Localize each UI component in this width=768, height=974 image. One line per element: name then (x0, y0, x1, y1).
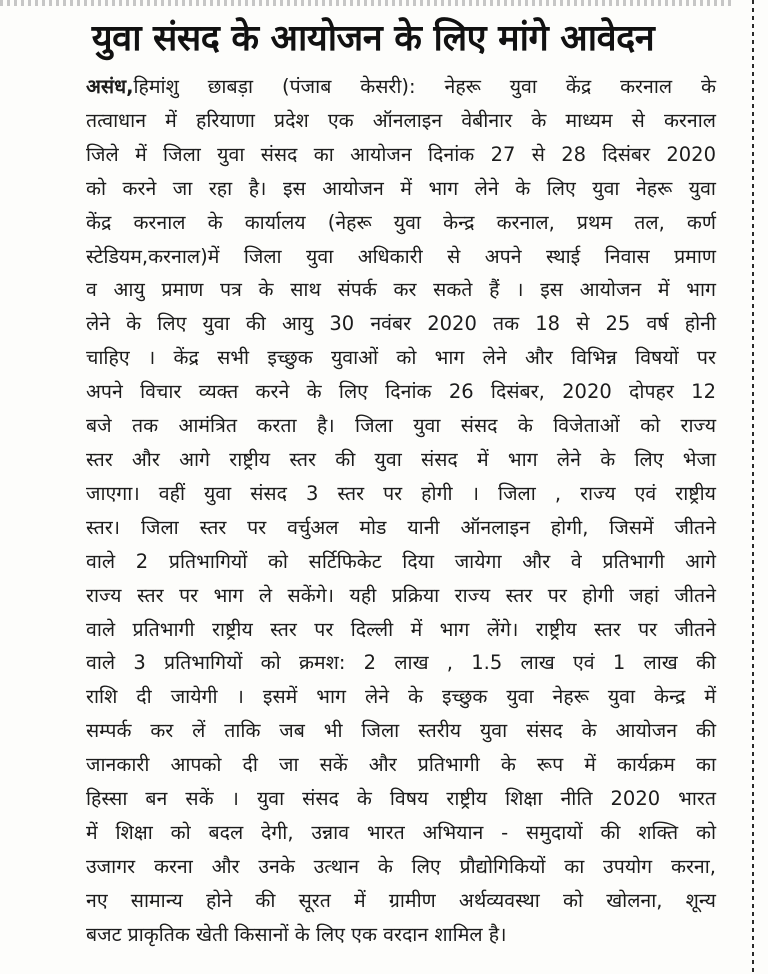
article-line: वाले 2 प्रतिभागियों को सर्टिफिकेट दिया जायेगा और वे प्रतिभागी आगे (86, 549, 716, 573)
clipping-top-edge (0, 0, 735, 6)
article-line: स्तर और आगे राष्ट्रीय स्तर की युवा संसद में भाग लेने के लिए भेजा (86, 447, 716, 471)
article-body (86, 70, 716, 952)
article-line: स्तर। जिला स्तर पर वर्चुअल मोड यानी ऑनलाइन होगी, जिसमें जीतने (86, 515, 716, 539)
article-line: चाहिए । केंद्र सभी इच्छुक युवाओं को भाग लेने और विभिन्न विषयों पर (86, 346, 716, 370)
byline: हिमांशु छाबड़ा (पंजाब केसरी): (133, 75, 416, 98)
article-line: लेने के लिए युवा की आयु 30 नवंबर 2020 तक 18 से 25 वर्ष होनी (86, 312, 716, 336)
headline: युवा संसद के आयोजन के लिए मांगे आवेदन (91, 18, 655, 59)
article-line: राशि दी जायेगी । इसमें भाग लेने के इच्छुक युवा नेहरू युवा केन्द्र में (86, 685, 716, 709)
column-divider-rule (752, 0, 754, 974)
article-line: बजे तक आमंत्रित करता है। जिला युवा संसद के विजेताओं को राज्य (86, 414, 716, 438)
article-line: केंद्र करनाल के कार्यालय (नेहरू युवा केन्द्र करनाल, प्रथम तल, कर्ण (86, 210, 716, 234)
article-line: सम्पर्क कर लें ताकि जब भी जिला स्तरीय युवा संसद के आयोजन की (86, 719, 716, 743)
article-line: तत्वाधान में हरियाणा प्रदेश एक ऑनलाइन वेबीनार के माध्यम से करनाल (86, 108, 716, 132)
article-line: व आयु प्रमाण पत्र के साथ संपर्क कर सकते हैं । इस आयोजन में भाग (86, 278, 716, 302)
dateline: असंध, (86, 75, 134, 98)
article-line: राज्य स्तर पर भाग ले सकेंगे। यही प्रक्रिया राज्य स्तर पर होगी जहां जीतने (86, 583, 716, 607)
article-line: वाले 3 प्रतिभागियों को क्रमश: 2 लाख , 1.5 लाख एवं 1 लाख की (86, 651, 716, 675)
article-line: उजागर करना और उनके उत्थान के लिए प्रौद्योगिकियों का उपयोग करना, (86, 854, 716, 878)
article-line: नेहरू युवा केंद्र करनाल के (444, 75, 716, 98)
article-line: को करने जा रहा है। इस आयोजन में भाग लेने के लिए युवा नेहरू युवा (86, 176, 716, 200)
article-line: अपने विचार व्यक्त करने के लिए दिनांक 26 दिसंबर, 2020 दोपहर 12 (86, 380, 716, 404)
article-first-line (86, 70, 716, 104)
article-line: जिले में जिला युवा संसद का आयोजन दिनांक 27 से 28 दिसंबर 2020 (86, 142, 716, 166)
article-last-line: बजट प्राकृतिक खेती किसानों के लिए एक वरदान शामिल है। (86, 922, 507, 946)
article-line: में शिक्षा को बदल देगी, उन्नाव भारत अभियान - समुदायों की शक्ति को (86, 820, 716, 844)
article-line: स्टेडियम,करनाल)में जिला युवा अधिकारी से अपने स्थाई निवास प्रमाण (86, 244, 716, 268)
article-line: जानकारी आपको दी जा सकें और प्रतिभागी के रूप में कार्यक्रम का (86, 753, 716, 777)
article-line: नए सामान्य होने की सूरत में ग्रामीण अर्थव्यवस्था को खोलना, शून्य (86, 888, 716, 912)
article-line: वाले प्रतिभागी राष्ट्रीय स्तर पर दिल्ली में भाग लेंगे। राष्ट्रीय स्तर पर जीतने (86, 617, 716, 641)
article-line: जाएगा। वहीं युवा संसद 3 स्तर पर होगी । जिला , राज्य एवं राष्ट्रीय (86, 481, 716, 505)
article-line: हिस्सा बन सकें । युवा संसद के विषय राष्ट्रीय शिक्षा नीति 2020 भारत (86, 787, 716, 811)
